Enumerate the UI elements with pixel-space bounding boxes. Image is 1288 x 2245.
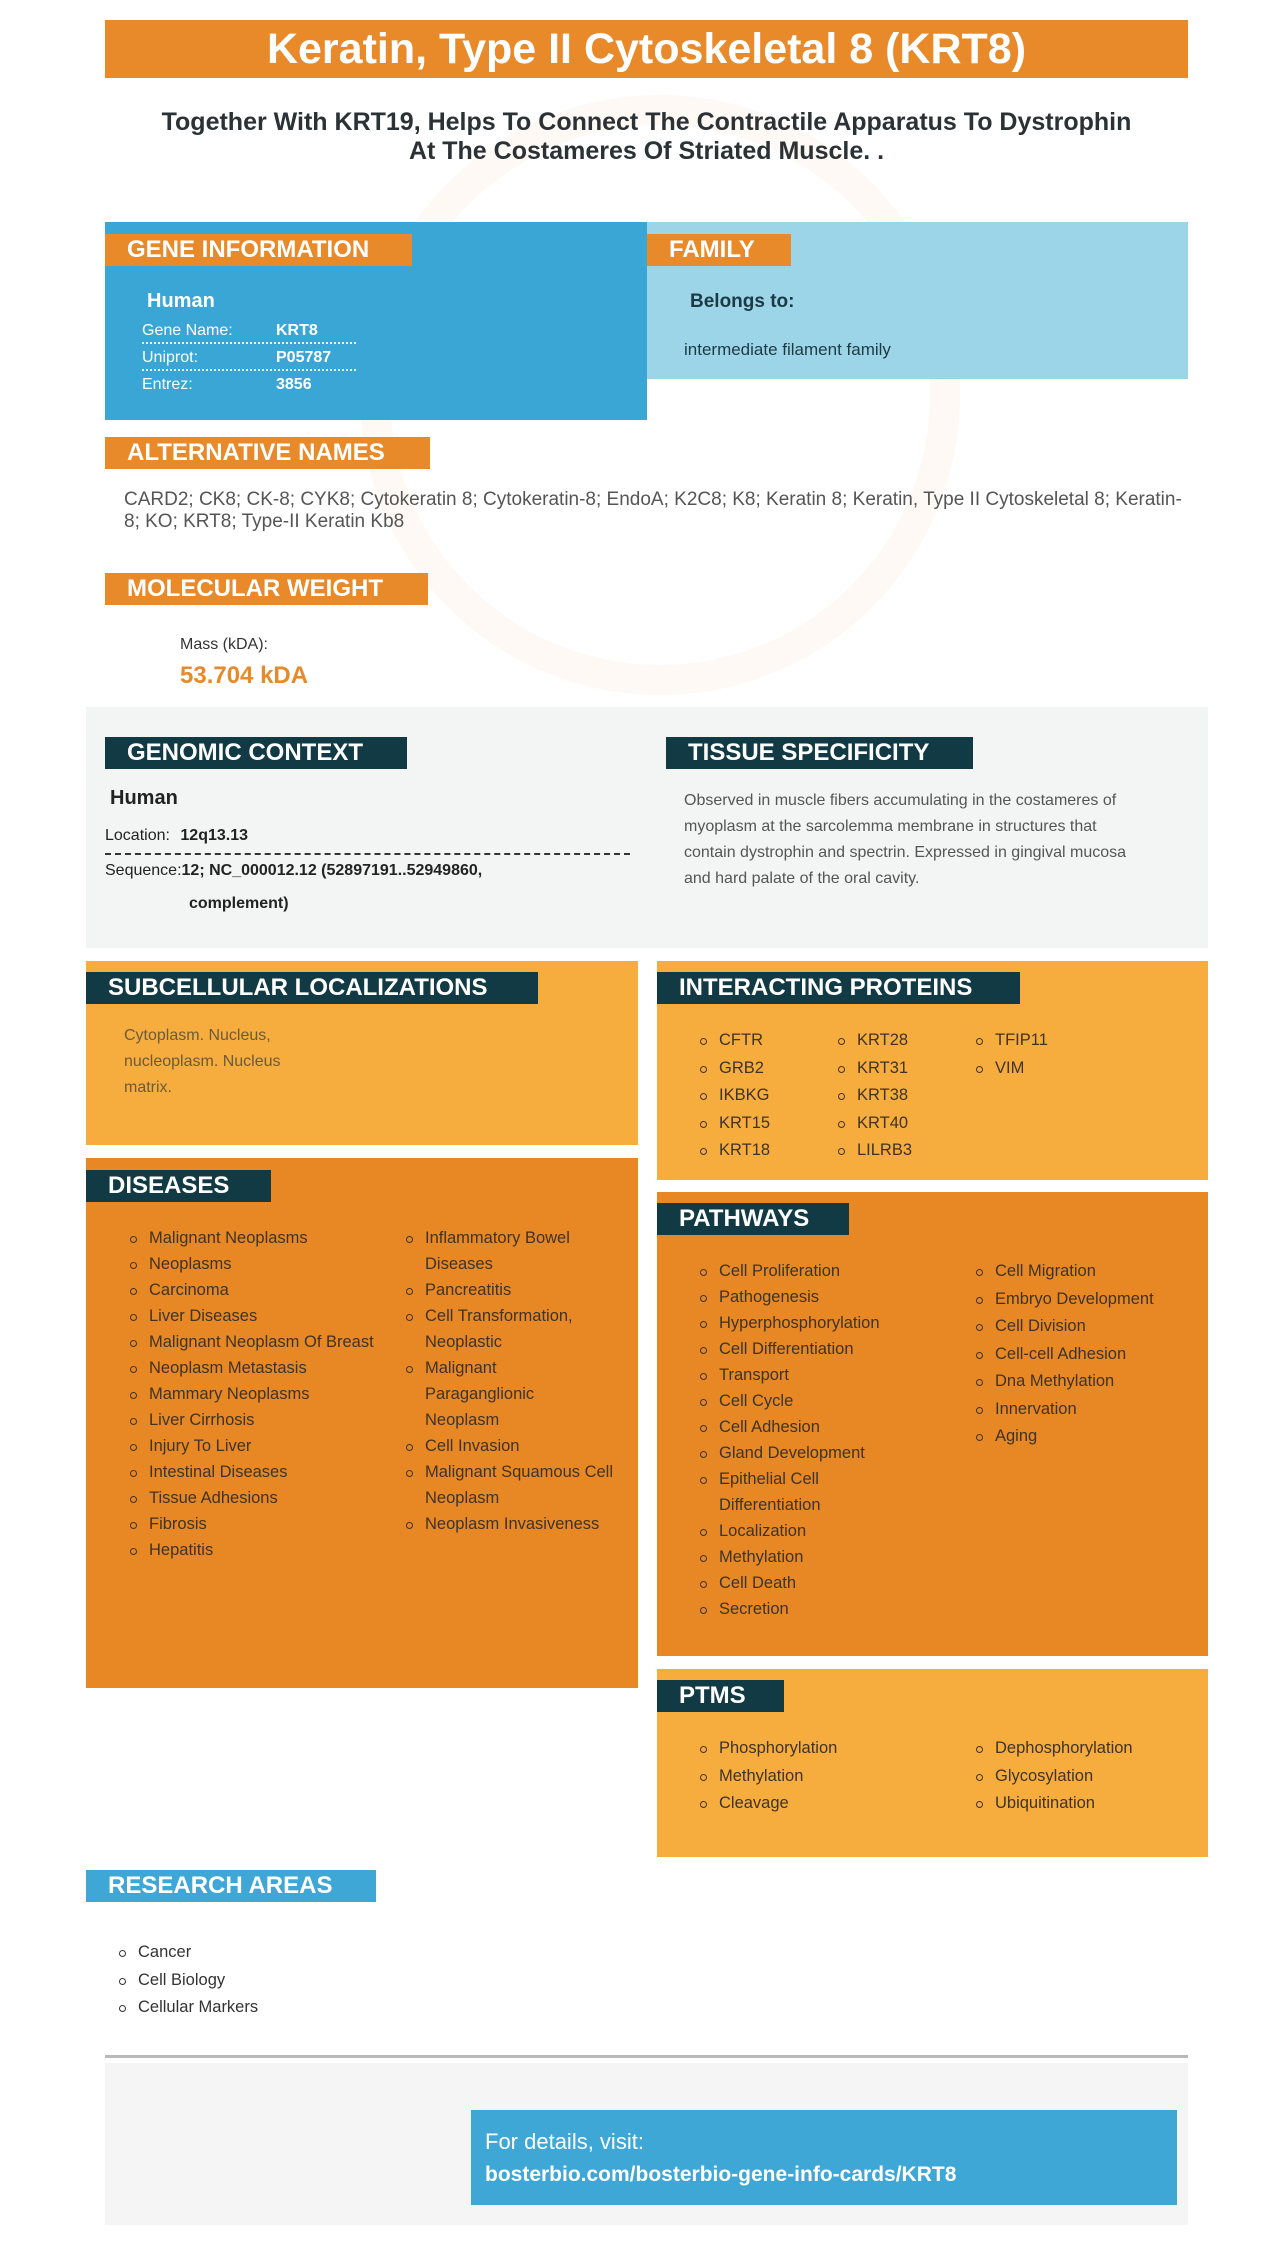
list-item: TFIP11 <box>974 1027 1104 1055</box>
genomic-location <box>105 827 248 845</box>
alt-names-text: CARD2; CK8; CK-8; CYK8; Cytokeratin 8; Cytokeratin-8; EndoA; K2C8; K8; Keratin 8; Keratin, Type II Cytoskeletal 8; Keratin-8; KO; KRT8; Type-II Keratin Kb8 <box>124 489 1182 532</box>
uniprot-key: Uniprot: <box>142 349 199 366</box>
gene-info-organism: Human <box>147 290 215 312</box>
interacting-list-col2 <box>836 1027 966 1165</box>
subcellular-line: Cytoplasm. Nucleus, <box>124 1027 271 1044</box>
genomic-organism: Human <box>110 787 178 809</box>
list-item: Liver Diseases <box>128 1303 388 1329</box>
list-item: Hepatitis <box>128 1537 388 1563</box>
list-item: KRT40 <box>836 1110 966 1138</box>
list-item: GRB2 <box>698 1055 828 1083</box>
list-item: Cell Cycle <box>698 1388 938 1414</box>
gene-name-key: Gene Name: <box>142 322 233 339</box>
list-item: Epithelial Cell Differentiation <box>698 1466 838 1518</box>
list-item: Cell Invasion <box>404 1433 629 1459</box>
tissue-line: Observed in muscle fibers accumulating in the costameres of <box>684 792 1117 809</box>
uniprot-row <box>142 344 356 371</box>
footer-link-box[interactable] <box>471 2110 1177 2205</box>
subtitle-line-1: Together With KRT19, Helps To Connect The Contractile Apparatus To Dystrophin <box>161 108 1132 136</box>
tissue-text <box>684 788 1184 892</box>
page-subtitle <box>120 108 1173 166</box>
list-item: Cell Division <box>974 1313 1194 1341</box>
list-item: Methylation <box>698 1763 938 1791</box>
list-item: Secretion <box>698 1596 938 1622</box>
list-item: Intestinal Diseases <box>128 1459 388 1485</box>
gene-info-heading: GENE INFORMATION <box>105 234 412 266</box>
list-item: Malignant Neoplasms <box>128 1225 388 1251</box>
subcellular-line: matrix. <box>124 1079 172 1096</box>
list-item: Cell Biology <box>117 1967 417 1995</box>
page-title: Keratin, Type II Cytoskeletal 8 (KRT8) <box>105 20 1188 78</box>
interacting-heading: INTERACTING PROTEINS <box>657 972 1020 1004</box>
list-item: KRT31 <box>836 1055 966 1083</box>
list-item: Cellular Markers <box>117 1994 417 2022</box>
uniprot-value: P05787 <box>276 349 332 366</box>
location-label: Location: <box>105 827 170 844</box>
list-item: Injury To Liver <box>128 1433 388 1459</box>
list-item: Cleavage <box>698 1790 938 1818</box>
entrez-value: 3856 <box>276 376 312 393</box>
mass-label: Mass (kDA): <box>180 636 268 653</box>
list-item: Pathogenesis <box>698 1284 938 1310</box>
list-item: Neoplasm Invasiveness <box>404 1511 629 1537</box>
gene-name-value: KRT8 <box>276 322 318 339</box>
list-item: KRT18 <box>698 1137 828 1165</box>
sequence-label: Sequence: <box>105 862 182 879</box>
alt-names-heading: ALTERNATIVE NAMES <box>105 437 430 469</box>
list-item: Tissue Adhesions <box>128 1485 388 1511</box>
list-item: Cancer <box>117 1939 417 1967</box>
list-item: Carcinoma <box>128 1277 388 1303</box>
genomic-divider <box>105 853 630 855</box>
list-item: Cell Proliferation <box>698 1258 938 1284</box>
list-item: Localization <box>698 1518 938 1544</box>
list-item: CFTR <box>698 1027 828 1055</box>
list-item: Neoplasm Metastasis <box>128 1355 388 1381</box>
interacting-list-col3 <box>974 1027 1104 1082</box>
list-item: Dna Methylation <box>974 1368 1194 1396</box>
list-item: Phosphorylation <box>698 1735 938 1763</box>
list-item: Cell Death <box>698 1570 938 1596</box>
list-item: Liver Cirrhosis <box>128 1407 388 1433</box>
list-item: Methylation <box>698 1544 938 1570</box>
sequence-value-line1: 12; NC_000012.12 (52897191..52949860, <box>181 862 483 879</box>
entrez-key: Entrez: <box>142 376 193 393</box>
subtitle-line-2: At The Costameres Of Striated Muscle. . <box>408 137 885 165</box>
list-item: Inflammatory Bowel Diseases <box>404 1225 629 1277</box>
list-item: Malignant Neoplasm Of Breast <box>128 1329 388 1355</box>
subcellular-heading: SUBCELLULAR LOCALIZATIONS <box>86 972 538 1004</box>
list-item: LILRB3 <box>836 1137 966 1165</box>
list-item: Innervation <box>974 1396 1194 1424</box>
list-item: Glycosylation <box>974 1763 1194 1791</box>
subcellular-text <box>124 1023 324 1101</box>
list-item: Cell Migration <box>974 1258 1194 1286</box>
gene-name-row <box>142 317 356 344</box>
genomic-context-heading: GENOMIC CONTEXT <box>105 737 407 769</box>
list-item: KRT38 <box>836 1082 966 1110</box>
subcellular-line: nucleoplasm. Nucleus <box>124 1053 281 1070</box>
list-item: Pancreatitis <box>404 1277 629 1303</box>
tissue-line: and hard palate of the oral cavity. <box>684 870 920 887</box>
list-item: KRT15 <box>698 1110 828 1138</box>
list-item: Gland Development <box>698 1440 938 1466</box>
list-item: Embryo Development <box>974 1286 1194 1314</box>
list-item: Cell Adhesion <box>698 1414 938 1440</box>
tissue-line: myoplasm at the sarcolemma membrane in structures that <box>684 818 1097 835</box>
ptms-heading: PTMS <box>657 1680 784 1712</box>
sequence-value-line2: complement) <box>189 895 289 912</box>
footer-line-1: For details, visit: <box>485 2129 644 2154</box>
list-item: Malignant Squamous Cell Neoplasm <box>404 1459 629 1511</box>
list-item: Aging <box>974 1423 1194 1451</box>
location-value: 12q13.13 <box>180 827 248 844</box>
list-item: Cell Transformation, Neoplastic <box>404 1303 629 1355</box>
research-areas-list <box>117 1939 417 2022</box>
list-item: Cell Differentiation <box>698 1336 938 1362</box>
genomic-sequence <box>105 861 482 881</box>
pathways-list-col1 <box>698 1258 938 1622</box>
tissue-line: contain dystrophin and spectrin. Expressed in gingival mucosa <box>684 844 1127 861</box>
list-item: Ubiquitination <box>974 1790 1194 1818</box>
interacting-list-col1 <box>698 1027 828 1165</box>
list-item: Cell-cell Adhesion <box>974 1341 1194 1369</box>
pathways-heading: PATHWAYS <box>657 1203 849 1235</box>
list-item: Neoplasms <box>128 1251 388 1277</box>
mol-weight-heading: MOLECULAR WEIGHT <box>105 573 428 605</box>
list-item: Fibrosis <box>128 1511 388 1537</box>
list-item: VIM <box>974 1055 1104 1083</box>
list-item: Dephosphorylation <box>974 1735 1194 1763</box>
footer-divider <box>105 2055 1188 2058</box>
list-item: Transport <box>698 1362 938 1388</box>
entrez-row <box>142 371 356 398</box>
diseases-list-col1 <box>128 1225 388 1563</box>
diseases-list-col2 <box>404 1225 629 1537</box>
list-item: KRT28 <box>836 1027 966 1055</box>
diseases-heading: DISEASES <box>86 1170 271 1202</box>
list-item: Mammary Neoplasms <box>128 1381 388 1407</box>
footer-url-link[interactable]: bosterbio.com/bosterbio-gene-info-cards/KRT8 <box>485 2163 957 2186</box>
mass-value: 53.704 kDA <box>180 662 309 689</box>
family-heading: FAMILY <box>647 234 791 266</box>
research-areas-heading: RESEARCH AREAS <box>86 1870 376 1902</box>
tissue-heading: TISSUE SPECIFICITY <box>666 737 973 769</box>
list-item: Hyperphosphorylation <box>698 1310 938 1336</box>
list-item: Malignant Paraganglionic Neoplasm <box>404 1355 534 1433</box>
ptms-list-col1 <box>698 1735 938 1818</box>
family-value: intermediate filament family <box>684 340 891 359</box>
family-belongs-label: Belongs to: <box>690 291 795 312</box>
list-item: IKBKG <box>698 1082 828 1110</box>
pathways-list-col2 <box>974 1258 1194 1451</box>
ptms-list-col2 <box>974 1735 1194 1818</box>
